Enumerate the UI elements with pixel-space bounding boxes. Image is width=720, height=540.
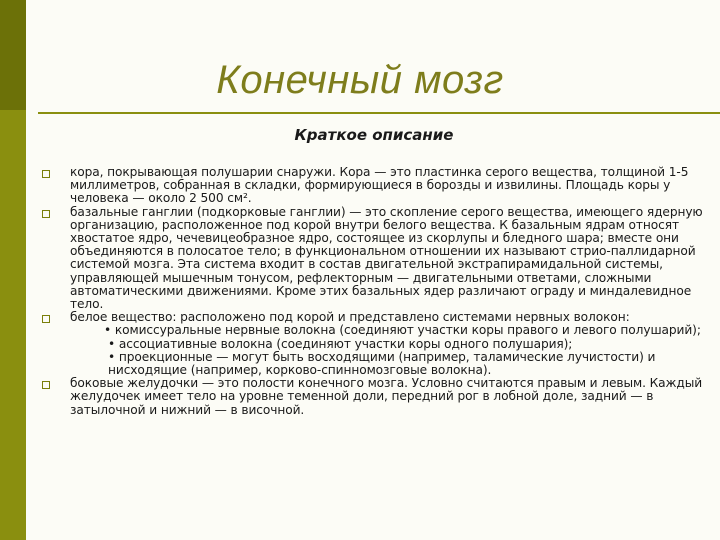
square-bullet-icon bbox=[42, 170, 50, 178]
title-divider bbox=[38, 112, 720, 114]
list-item bbox=[70, 311, 710, 377]
bullet-list bbox=[70, 166, 710, 417]
sub-item-text: • проекционные — могут быть восходящими (например, таламические лучистости) и нисходящие (например, корково-спинномозговые волокна). bbox=[108, 349, 656, 378]
item-text: белое вещество: расположено под корой и представлено системами нервных волокон: bbox=[70, 310, 630, 325]
list-item bbox=[70, 377, 710, 417]
item-text: кора, покрывающая полушарии снаружи. Кора — это пластинка серого вещества, толщиной 1-5 миллиметров, собранная в складки, формирующиеся в борозды и извилины. Площадь коры у человека — около 2 500 см². bbox=[70, 165, 689, 206]
list-item bbox=[70, 206, 710, 312]
list-item bbox=[70, 166, 710, 206]
square-bullet-icon bbox=[42, 315, 50, 323]
item-text: базальные ганглии (подкорковые ганглии) — это скопление серого вещества, имеющего ядерную организацию, расположенное под корой внутри белого вещества. К базальным ядрам относят хвостатое ядро, чечевицеобразное ядро, состоящее из скорлупы и бледного шара; вместе они объединяются в полосатое тело; в функциональном отношении их называют стрио-паллидарной системой мозга. Эта система входит в состав двигательной экстрапирамидальной системы, управляющей мышечным тонусом, рефлекторным — двигательными ответами, сложными автоматическими движениями. Кроме этих базальных ядер различают ограду и миндалевидное тело. bbox=[70, 204, 703, 312]
square-bullet-icon bbox=[42, 381, 50, 389]
item-text: боковые желудочки — это полости конечного мозга. Условно считаются правым и левым. Каждый желудочек имеет тело на уровне теменной доли, передний рог в лобной доле, задний — в затылочной и нижний — в височной. bbox=[70, 376, 703, 417]
sub-item-text: • ассоциативные волокна (соединяют участки коры одного полушария); bbox=[108, 336, 573, 351]
slide-title: Конечный мозг bbox=[216, 58, 504, 102]
slide-subtitle: Краткое описание bbox=[294, 126, 454, 144]
sub-item-text: • комиссуральные нервные волокна (соединяют участки коры правого и левого полушарий); bbox=[104, 323, 701, 338]
square-bullet-icon bbox=[42, 210, 50, 218]
